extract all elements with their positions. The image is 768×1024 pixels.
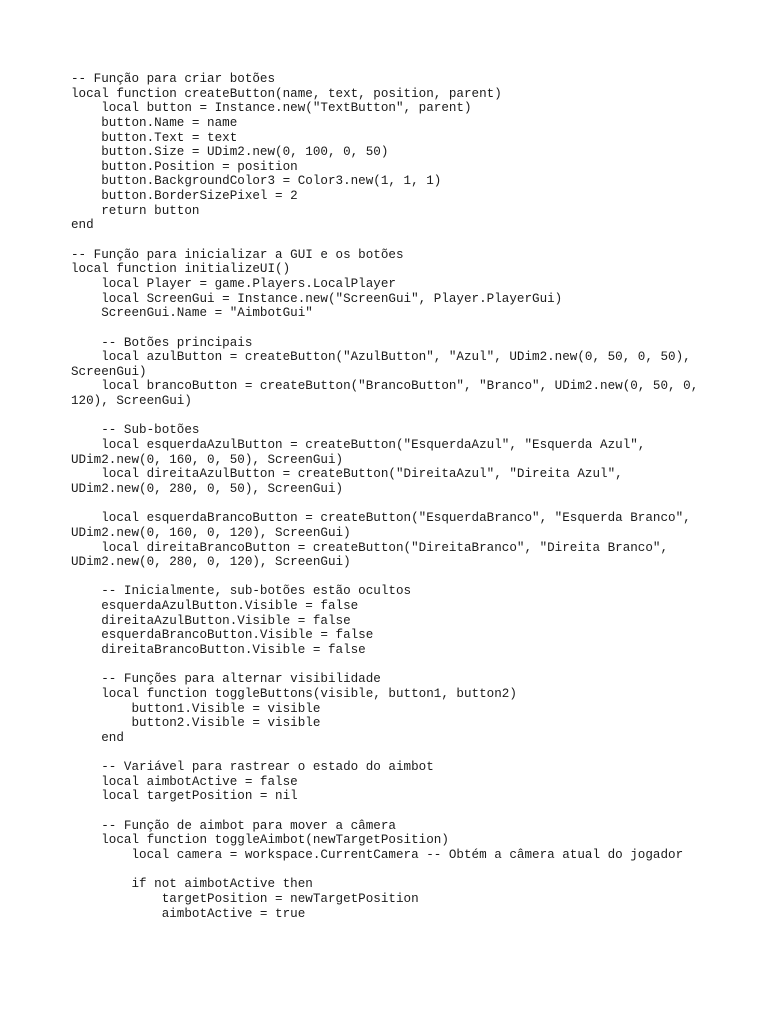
code-line: aimbotActive = true bbox=[71, 906, 306, 921]
code-line bbox=[71, 804, 751, 819]
code-line: UDim2.new(0, 280, 0, 50), ScreenGui) bbox=[71, 481, 344, 496]
code-line: -- Função para inicializar a GUI e os botões bbox=[71, 247, 404, 262]
code-line: button2.Visible = visible bbox=[71, 716, 321, 731]
code-line: local function toggleAimbot(newTargetPosition) bbox=[71, 833, 449, 848]
code-line: 120), ScreenGui) bbox=[71, 394, 192, 409]
code-line: -- Sub-botões bbox=[71, 423, 200, 438]
code-line bbox=[71, 570, 751, 585]
code-line: local aimbotActive = false bbox=[71, 774, 298, 789]
code-line: -- Função de aimbot para mover a câmera bbox=[71, 818, 396, 833]
code-line: local brancoButton = createButton("BrancoButton", "Branco", UDim2.new(0, 50, 0, bbox=[71, 379, 699, 394]
code-line: local esquerdaAzulButton = createButton("EsquerdaAzul", "Esquerda Azul", bbox=[71, 438, 646, 453]
code-line: local targetPosition = nil bbox=[71, 789, 298, 804]
code-line bbox=[71, 658, 751, 673]
code-line: UDim2.new(0, 160, 0, 50), ScreenGui) bbox=[71, 452, 344, 467]
code-line bbox=[71, 409, 751, 424]
code-line: local function createButton(name, text, position, parent) bbox=[71, 86, 502, 101]
code-line: targetPosition = newTargetPosition bbox=[71, 891, 419, 906]
code-line: local azulButton = createButton("AzulButton", "Azul", UDim2.new(0, 50, 0, 50), bbox=[71, 350, 691, 365]
code-line: ScreenGui) bbox=[71, 364, 147, 379]
code-line bbox=[71, 863, 751, 878]
code-line bbox=[71, 321, 751, 336]
code-line: local function toggleButtons(visible, button1, button2) bbox=[71, 686, 517, 701]
code-line: end bbox=[71, 218, 94, 233]
code-line: -- Função para criar botões bbox=[71, 72, 276, 86]
code-line: button1.Visible = visible bbox=[71, 701, 321, 716]
code-line: -- Inicialmente, sub-botões estão ocultos bbox=[71, 584, 412, 599]
code-line: UDim2.new(0, 160, 0, 120), ScreenGui) bbox=[71, 525, 351, 540]
code-line bbox=[71, 745, 751, 760]
code-line: button.BorderSizePixel = 2 bbox=[71, 189, 298, 204]
code-line: button.Name = name bbox=[71, 115, 238, 130]
code-line bbox=[71, 497, 751, 512]
code-line: local ScreenGui = Instance.new("ScreenGui", Player.PlayerGui) bbox=[71, 291, 563, 306]
code-line: local camera = workspace.CurrentCamera -- Obtém a câmera atual do jogador bbox=[71, 847, 684, 862]
code-listing bbox=[71, 72, 751, 921]
code-line: end bbox=[71, 730, 124, 745]
code-line: -- Botões principais bbox=[71, 335, 253, 350]
code-line: UDim2.new(0, 280, 0, 120), ScreenGui) bbox=[71, 555, 351, 570]
code-line: local button = Instance.new("TextButton", parent) bbox=[71, 101, 472, 116]
code-line: return button bbox=[71, 203, 200, 218]
code-line: button.Text = text bbox=[71, 130, 238, 145]
code-line: button.Size = UDim2.new(0, 100, 0, 50) bbox=[71, 145, 389, 160]
code-line: local function initializeUI() bbox=[71, 262, 291, 277]
code-line: esquerdaBrancoButton.Visible = false bbox=[71, 628, 374, 643]
code-line: direitaAzulButton.Visible = false bbox=[71, 613, 351, 628]
code-line: button.BackgroundColor3 = Color3.new(1, 1, 1) bbox=[71, 174, 442, 189]
code-line: local Player = game.Players.LocalPlayer bbox=[71, 276, 396, 291]
code-line: local direitaBrancoButton = createButton("DireitaBranco", "Direita Branco", bbox=[71, 540, 669, 555]
code-line: esquerdaAzulButton.Visible = false bbox=[71, 599, 359, 614]
code-line: direitaBrancoButton.Visible = false bbox=[71, 642, 366, 657]
code-line: if not aimbotActive then bbox=[71, 877, 313, 892]
code-line bbox=[71, 233, 751, 248]
code-line: local direitaAzulButton = createButton("DireitaAzul", "Direita Azul", bbox=[71, 467, 623, 482]
code-line: ScreenGui.Name = "AimbotGui" bbox=[71, 306, 313, 321]
code-line: local esquerdaBrancoButton = createButton("EsquerdaBranco", "Esquerda Branco", bbox=[71, 511, 691, 526]
code-line: -- Variável para rastrear o estado do aimbot bbox=[71, 760, 434, 775]
code-line: -- Funções para alternar visibilidade bbox=[71, 672, 381, 687]
code-line: button.Position = position bbox=[71, 159, 298, 174]
